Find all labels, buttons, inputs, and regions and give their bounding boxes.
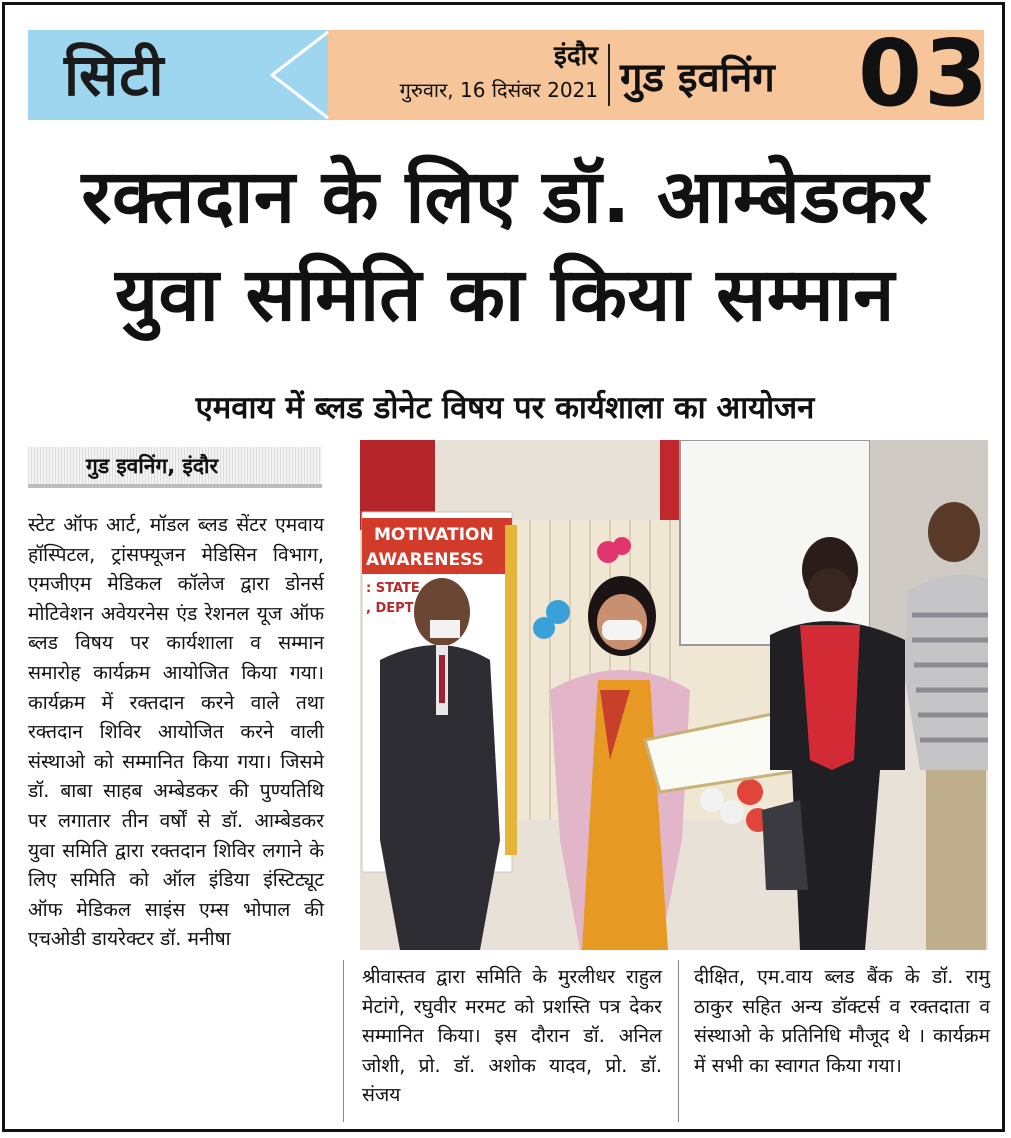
chevron-divider-icon <box>240 30 370 120</box>
photo-illustration <box>360 440 988 950</box>
column-rule <box>678 960 679 1122</box>
banner-text-4: , DEPT <box>366 601 414 616</box>
headline-line-2: युवा समिति का किया सम्मान <box>115 252 895 338</box>
masthead-divider <box>608 44 610 106</box>
byline: गुड इवनिंग, इंदौर <box>86 454 219 478</box>
subheadline: एमवाय में ब्लड डोनेट विषय पर कार्यशाला का आयोजन <box>195 390 815 426</box>
article-text-column-1: स्टेट ऑफ आर्ट, मॉडल ब्लड सेंटर एमवाय हॉस्पिटल, ट्रांसफ्यूजन मेडिसिन विभाग, एमजीएम मेडिकल कॉलेज द्वारा डोनर्स मोटिवेशन अवेयरनेस एंड रेशनल यूज ऑफ ब्लड विषय पर कार्यशाला व सम्मान समारोह कार्यक्रम आयोजित किया गया। कार्यक्रम में रक्तदान करने वाले तथा रक्तदान शिविर आयोजित करने वाली संस्थाओ को सम्मानित किया गया। जिसमे डॉ. बाबा साहब अम्बेडकर की पुण्यतिथि पर लगातार तीन वर्षों से डॉ. आम्बेडकर युवा समिति द्वारा रक्तदान शिविर लगाने के लिए समिति को ऑल इंडिया इंस्टिट्यूट ऑफ मेडिकल साइंस एम्स भोपाल की एचओडी डायरेक्टर डॉ. मनीषा <box>28 513 324 951</box>
article-text-column-2: श्रीवास्तव द्वारा समिति के मुरलीधर राहुल मेटांगे, रघुवीर मरमट को प्रशस्ति पत्र देकर सम्मानित किया। इस दौरान डॉ. अनिल जोशी, प्रो. डॉ. अशोक यादव, प्रो. डॉ. संजय <box>362 965 662 1107</box>
headline-line-1: रक्तदान के लिए डॉ. आम्बेडकर <box>81 154 929 240</box>
edition-date: गुरुवार, 16 दिसंबर 2021 <box>399 78 598 102</box>
article-column-1 <box>28 510 324 954</box>
article-column-3 <box>694 962 990 1080</box>
banner-text-2: AWARENESS <box>366 550 484 570</box>
article-text-column-3: दीक्षित, एम.वाय ब्लड बैंक के डॉ. रामु ठाकुर सहित अन्य डॉक्टर्स व रक्तदाता व संस्थाओ के प्रतिनिधि मौजूद थे । कार्यक्रम में सभी का स्वागत किया गया। <box>694 965 990 1077</box>
edition-city: इंदौर <box>554 41 598 71</box>
column-rule <box>343 960 344 1122</box>
byline-rule <box>28 484 322 488</box>
page-number: 03 <box>858 20 991 127</box>
paper-name: गुड इवनिंग <box>620 55 775 101</box>
headline <box>20 148 990 344</box>
article-column-2 <box>362 962 662 1110</box>
news-photo <box>360 440 988 950</box>
masthead <box>28 20 991 127</box>
section-label: सिटी <box>64 41 165 109</box>
banner-text-3: : STATE <box>366 581 420 596</box>
banner-text-1: MOTIVATION <box>374 525 494 545</box>
